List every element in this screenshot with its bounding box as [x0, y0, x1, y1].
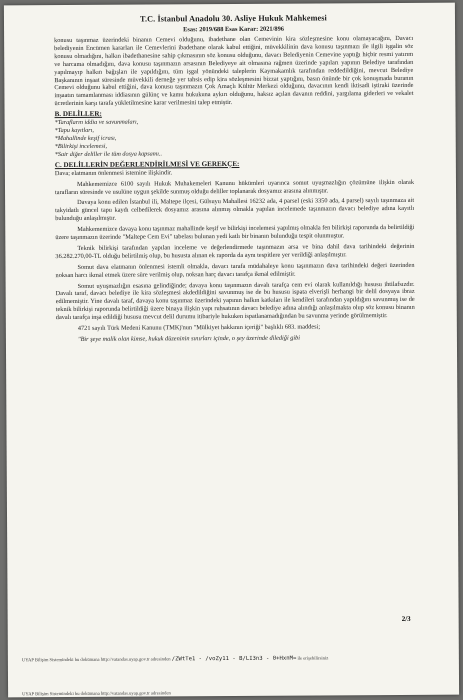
evidence-item: *Tapu kayıtları,	[54, 126, 94, 135]
paragraph-site-inspection: Mahkememizce davaya konu taşınmaz mahallinde keşif ve bilirkişi incelemesi yapılmış olmakla fen bilirkişi raporunda da belirtildiği üzere taşınmazın üzerinde "Maltepe Cem Evi" tabelası bulunan yedi katlı bir binanın bulunduğu tespit olunmuştur.	[55, 224, 415, 242]
document-body	[54, 13, 415, 344]
evidence-item: *Bilirkişi incelemesi,	[54, 142, 108, 150]
evidence-item: *Tarafların iddia ve savunmaları,	[54, 118, 139, 127]
page-number: 2/3	[401, 614, 411, 623]
paragraph-civil-code: 4721 sayılı Türk Medeni Kanunu (TMK)'nun "Mülkiyet hakkının içeriği" başlıklı 683. maddesi;	[77, 323, 321, 333]
footer-tail: ile erişebilirsiniz	[297, 655, 329, 661]
footer-line	[22, 655, 439, 664]
footer-text: UYAP Bilişim Sistemindeki bu dokümana http://vatandas.uyap.gov.tr adresinden	[21, 656, 171, 663]
assessment-heading: C. DELİLLERİN DEĞERLENDİRİLMESİ VE GEREKÇE:	[54, 159, 240, 169]
footer-text-bleed: UYAP Bilişim Sistemindeki bu dokümana http://vatandas.uyap.gov.tr adresinden	[22, 690, 171, 697]
paragraph-merits: Somut uyuşmazlığın esasına gelindiğinde; davaya konu taşınmazın davalı tarafça cem evi olarak kullanıldığı hususu ihtilafsızdır. Davalı taraf, davacı belediye ile kira sözleşmesi akdedildiğini savunmuş ise de bu hususu ispata elverişli herhangi bir delil dosyaya ibraz edilmemiştir. Yine davalı taraf, davaya konu taşınmaz üzerindeki yapının halkın katkıları ile kendileri tarafından yapıldığını savunmuş ise de teknik bilirkişi raporunda belirtildiği üzere binaya ilişkin yapı ruhsatının davacı belediye adına alındığı anlaşılmakta olup söz konusu binanın davalı tarafça inşa edildiği hususu mevcut delil durumu itibariyle hukuken ispatlanamadığından bu savunma yerinde görülmemiştir.	[55, 280, 415, 322]
evidence-item: *Sair diğer deliller ile tüm dosya kapsamı..	[54, 150, 163, 158]
paragraph-procedure: Mahkememizce 6100 sayılı Hukuk Muhakemeleri Kanunu hükümleri uyarınca somut uyuşmazlığın çözümüne ilişkin olarak tarafların süresinde ve usulüne uygun şekilde sunmuş olduğu deliller toplanarak dosyamız arasına alınmıştır.	[55, 178, 414, 196]
paragraph-valuation: Teknik bilirkişi tarafından yapılan inceleme ve değerlendirmede taşınmazın arsa ve bina dahil dava tarihindeki değerinin 36.282.270,00-TL olduğu belirtilmiş olup, bu hususta alınan ek raporda da aynı tespitlere yer verildiği anlaşılmıştır.	[55, 242, 415, 260]
verification-code: /ZWtTe1 - /voZy11 - B/LI3n3 - 0+HxnM=	[171, 655, 297, 663]
paragraph-quote: "Bir şeye malik olan kimse, hukuk düzeninin sınırları içinde, o şey üzerinde dilediği gibi	[77, 334, 301, 343]
court-title: T.C. İstanbul Anadolu 30. Asliye Hukuk Mahkemesi	[140, 13, 327, 24]
footer-line-bleed	[22, 689, 439, 697]
paragraph-case-type: Dava; elatmanın önlenmesi istemine ilişkindir.	[54, 169, 173, 177]
case-number: Esas: 2019/688 Esas Karar: 2021/896	[183, 25, 284, 34]
paragraph-fee: Somut dava elatmanın önlenmesi istemli olmakla, davacı tarafa müdahaleye konu taşınmazın dava tarihindeki değeri üzerinden noksan harcı ikmal etmek üzere süre verilmiş olup, noksan harç davacı tarafça ikmal edilmiştir.	[55, 261, 415, 279]
evidence-list	[55, 117, 414, 159]
evidence-heading: B. DELİLLER:	[54, 109, 102, 119]
paragraph-defense: konusu taşınmaz üzerindeki binanın Cemevi olduğunu, ibadethane olan Cemevinin kira sözleşmesine konu olamayacağını, Davacı belediyenin Encümen kararları ile Cemevlerini ibadethane olarak kabul ettiğini, müvekkilinin dava konusu taşınmazı ile ilgili işgalin söz konusu olmadığını, halkın ibadethanesine sahip çıkmasının söz konusu olduğunu, davacı Belediyenin Cemevine yaptığı hiçbir resmi yatırım ve harcama olmadığını, dava konusu taşınmazın arsasının Belediyeye ait olmasına rağmen üzerinde yapıları yapının Belediye tarafından yapılmayıp halkın bağışları ile yapıldığını, tüm işgal yönündeki taleplerin Kaymakamlık tarafından reddedildiğini, mevcut Belediye Başkanının inşaat süresinde müvekkili derneğe yer tahsis edip kira sözleşmesini bizzat yaptığını, basın önünde bir çok konuşmada buranın Cemevi olduğunu kabul ettiğini, dava konusu taşınmazın Çok Amaçlı Kültür Merkezi olduğunu, davacının kendi iktisadi iştiraki üzerinde inşaatın tamamlanması iddiasının gülünç ve kamu hukukuna aykırı olduğunu, haksız açılan davanın reddini, yargılama giderleri ve vekalet ücretlerinin karşı tarafa yükletilmesine karar verilmesini talep etmiştir.	[54, 34, 414, 108]
document-page	[4, 3, 459, 698]
paragraph-title-deed: Davaya konu edilen İstanbul ili, Maltepe ilçesi, Gülsuyu Mahallesi 16232 ada, 4 parsel (eski 3350 ada, 4 parsel) sayılı taşınmaza ait takyidatlı güncel tapu kaydı celbedilerek dosyamız arasına alınmış olmakla yapılan incelemede taşınmazın davacı belediye adına kayıtlı bulunduğu anlaşılmıştır.	[55, 197, 415, 223]
evidence-item: *Mahallinde keşif icrası,	[54, 134, 117, 143]
